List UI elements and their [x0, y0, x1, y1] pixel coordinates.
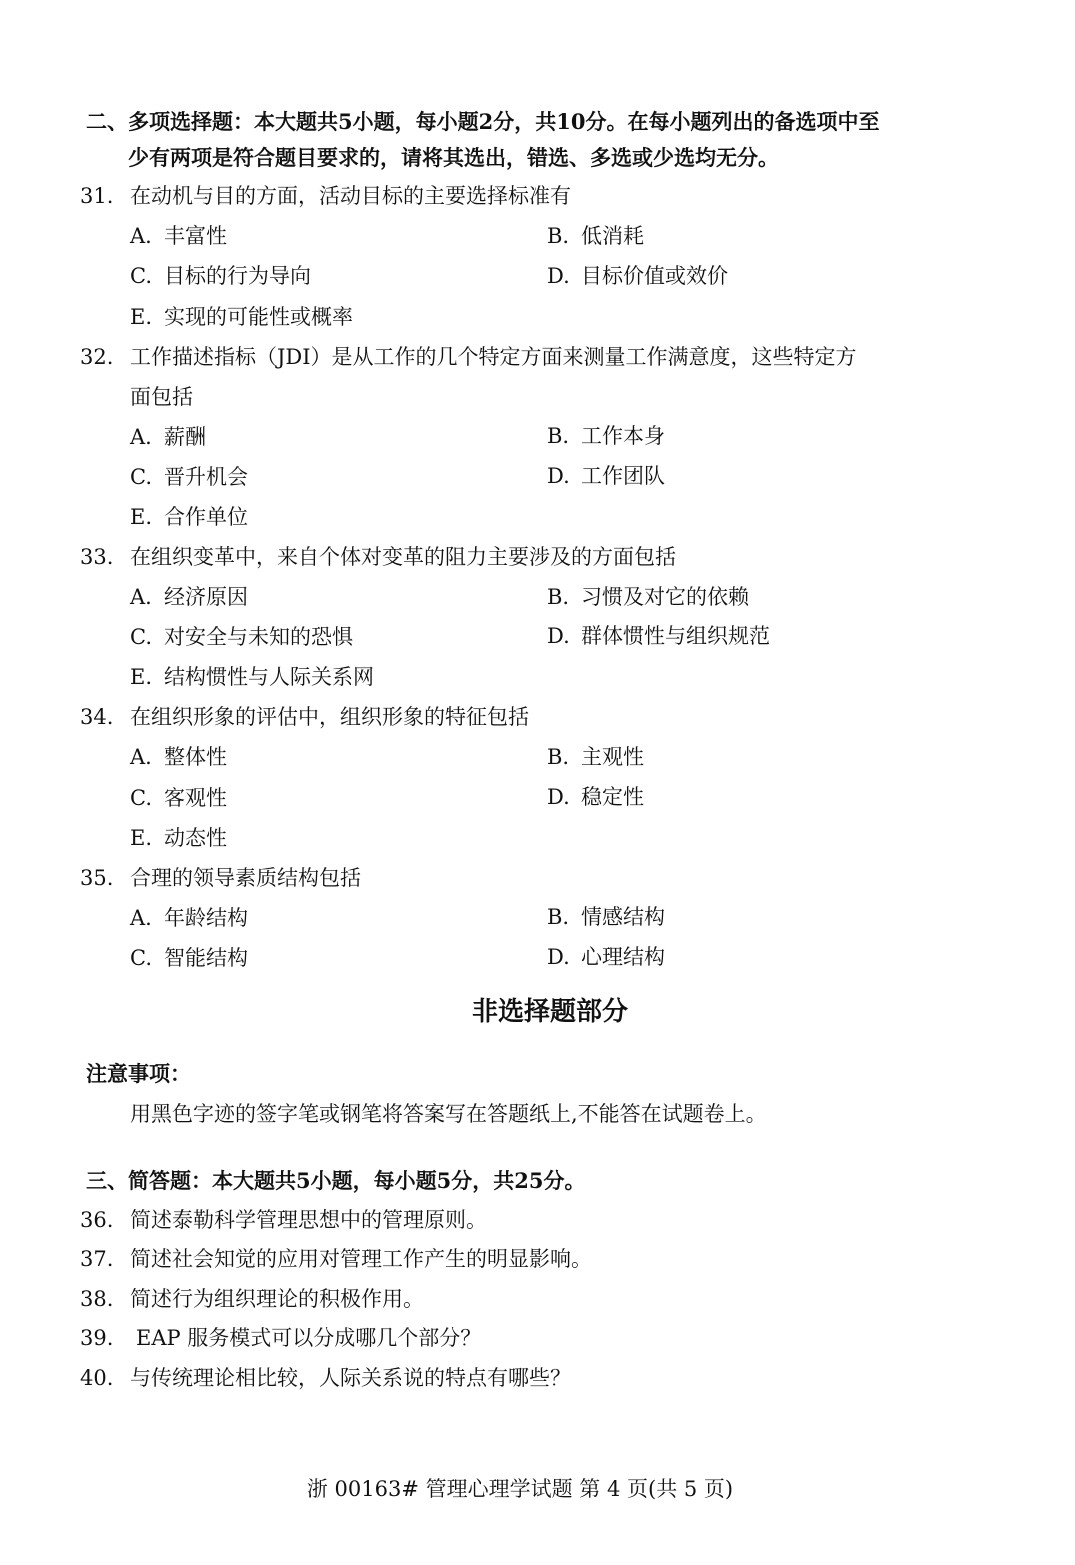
question-32 [80, 337, 857, 377]
option-34-e: E. 动态性 [130, 826, 227, 850]
section2-heading-line1: 二、多项选择题：本大题共5小题，每小题2分，共10分。在每小题列出的备选项中至 [86, 109, 880, 134]
question-text: 合理的领导素质结构包括 [130, 866, 361, 890]
option-34-b: B. 主观性 [547, 745, 644, 769]
option-32-d: D. 工作团队 [547, 464, 665, 488]
notice-heading: 注意事项： [86, 1061, 191, 1086]
page-footer: 浙 00163# 管理心理学试题 第 4 页(共 5 页) [306, 1477, 734, 1501]
option-35-d: D. 心理结构 [547, 945, 665, 969]
section3-heading: 三、简答题：本大题共5小题，每小题5分，共25分。 [86, 1168, 586, 1193]
option-32-a: A. 薪酬 [130, 425, 206, 449]
option-31-c: C. 目标的行为导向 [130, 264, 311, 288]
option-33-a: A. 经济原因 [130, 585, 248, 609]
question-text: 工作描述指标（JDI）是从工作的几个特定方面来测量工作满意度，这些特定方 [130, 345, 857, 369]
option-33-e: E. 结构惯性与人际关系网 [130, 665, 374, 689]
question-33 [80, 537, 676, 577]
option-34-d: D. 稳定性 [547, 785, 644, 809]
section2-heading-line2: 少有两项是符合题目要求的，请将其选出，错选、多选或少选均无分。 [128, 145, 779, 170]
question-number: 31. [80, 184, 114, 208]
option-33-b: B. 习惯及对它的依赖 [547, 585, 749, 609]
question-number: 32. [80, 345, 114, 369]
option-32-e: E. 合作单位 [130, 505, 248, 529]
question-37: 37. 简述社会知觉的应用对管理工作产生的明显影响。 [80, 1247, 592, 1271]
question-number: 35. [80, 866, 114, 890]
question-38: 38. 简述行为组织理论的积极作用。 [80, 1287, 424, 1311]
option-31-a: A. 丰富性 [130, 224, 227, 248]
option-31-b: B. 低消耗 [547, 224, 644, 248]
question-32-continuation: 面包括 [130, 385, 193, 409]
option-33-c: C. 对安全与未知的恐惧 [130, 625, 353, 649]
question-number: 33. [80, 545, 114, 569]
question-39: 39. EAP 服务模式可以分成哪几个部分？ [80, 1326, 482, 1350]
part-title: 非选择题部分 [471, 997, 628, 1027]
option-34-c: C. 客观性 [130, 786, 227, 810]
question-35 [80, 858, 361, 898]
option-33-d: D. 群体惯性与组织规范 [547, 624, 770, 648]
question-text: 在组织形象的评估中，组织形象的特征包括 [130, 705, 529, 729]
option-35-b: B. 情感结构 [547, 905, 665, 929]
option-32-b: B. 工作本身 [547, 424, 665, 448]
question-number: 34. [80, 705, 114, 729]
question-34 [80, 697, 529, 737]
option-32-c: C. 晋升机会 [130, 465, 248, 489]
option-34-a: A. 整体性 [130, 745, 227, 769]
question-36: 36. 简述泰勒科学管理思想中的管理原则。 [80, 1208, 487, 1232]
option-31-e: E. 实现的可能性或概率 [130, 305, 353, 329]
option-35-a: A. 年龄结构 [130, 906, 248, 930]
question-40: 40. 与传统理论相比较，人际关系说的特点有哪些？ [80, 1366, 571, 1390]
question-text: 在动机与目的方面，活动目标的主要选择标准有 [130, 184, 571, 208]
notice-body: 用黑色字迹的签字笔或钢笔将答案写在答题纸上,不能答在试题卷上。 [130, 1102, 767, 1126]
question-31 [80, 176, 571, 216]
option-31-d: D. 目标价值或效价 [547, 264, 728, 288]
option-35-c: C. 智能结构 [130, 946, 248, 970]
question-text: 在组织变革中，来自个体对变革的阻力主要涉及的方面包括 [130, 545, 676, 569]
